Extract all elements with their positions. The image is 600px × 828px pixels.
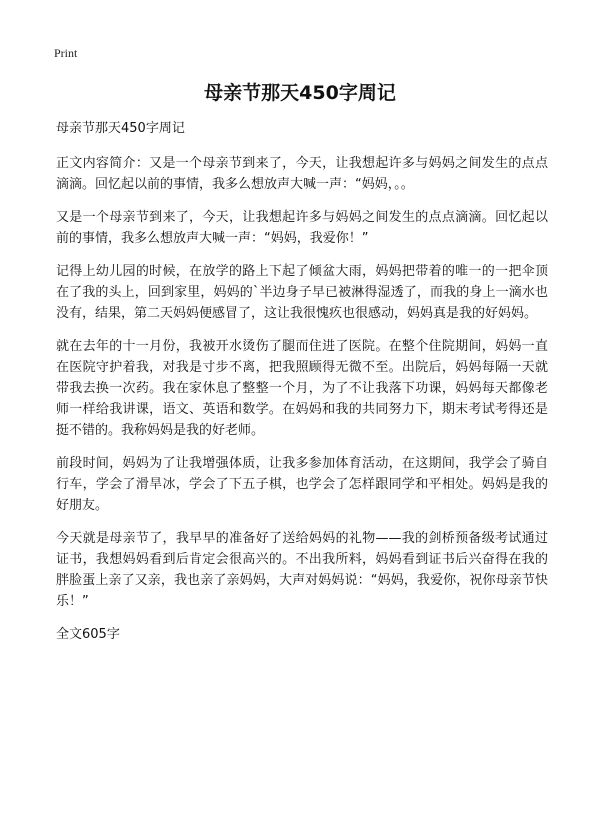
article-summary: 正文内容简介：又是一个母亲节到来了，今天，让我想起许多与妈妈之间发生的点点滴滴。回忆起以前的事情，我多么想放声大喊一声：“妈妈，。。 [56,156,548,192]
article-body [56,118,548,657]
article-paragraph: 前段时间，妈妈为了让我增强体质，让我多参加体育活动，在这期间，我学会了骑自行车，学会了滑旱冰，学会了下五子棋，也学会了怎样跟同学和平相处。妈妈是我的好朋友。 [56,456,548,513]
article-paragraph: 记得上幼儿园的时候，在放学的路上下起了倾盆大雨，妈妈把带着的唯一的一把伞顶在了我的头上，回到家里，妈妈的`半边身子早已被淋得湿透了，而我的身上一滴水也没有，结果，第二天妈妈便感冒了，这让我很愧疚也很感动，妈妈真是我的好妈妈。 [56,264,548,321]
article-paragraph: 就在去年的十一月份，我被开水烫伤了腿而住进了医院。在整个住院期间，妈妈一直在医院守护着我，对我是寸步不离，把我照顾得无微不至。出院后，妈妈每隔一天就带我去换一次药。我在家休息了整整一个月，为了不让我落下功课，妈妈每天都像老师一样给我讲课，语文、英语和数学。在妈妈和我的共同努力下，期末考试考得还是挺不错的。我称妈妈是我的好老师。 [56,339,548,438]
article-subtitle: 母亲节那天450字周记 [56,121,185,136]
word-count: 全文605字 [56,627,120,642]
page-title: 母亲节那天450字周记 [204,82,396,104]
article-paragraph: 又是一个母亲节到来了，今天，让我想起许多与妈妈之间发生的点点滴滴。回忆起以前的事情，我多么想放声大喊一声：“妈妈，我爱你！” [56,210,548,246]
article-paragraph: 今天就是母亲节了，我早早的准备好了送给妈妈的礼物——我的剑桥预备级考试通过证书，我想妈妈看到后肯定会很高兴的。不出我所料，妈妈看到证书后兴奋得在我的胖脸蛋上亲了又亲，我也亲了亲妈妈，大声对妈妈说：“妈妈，我爱你，祝你母亲节快乐！” [56,531,548,609]
print-link[interactable]: Print [54,46,78,60]
